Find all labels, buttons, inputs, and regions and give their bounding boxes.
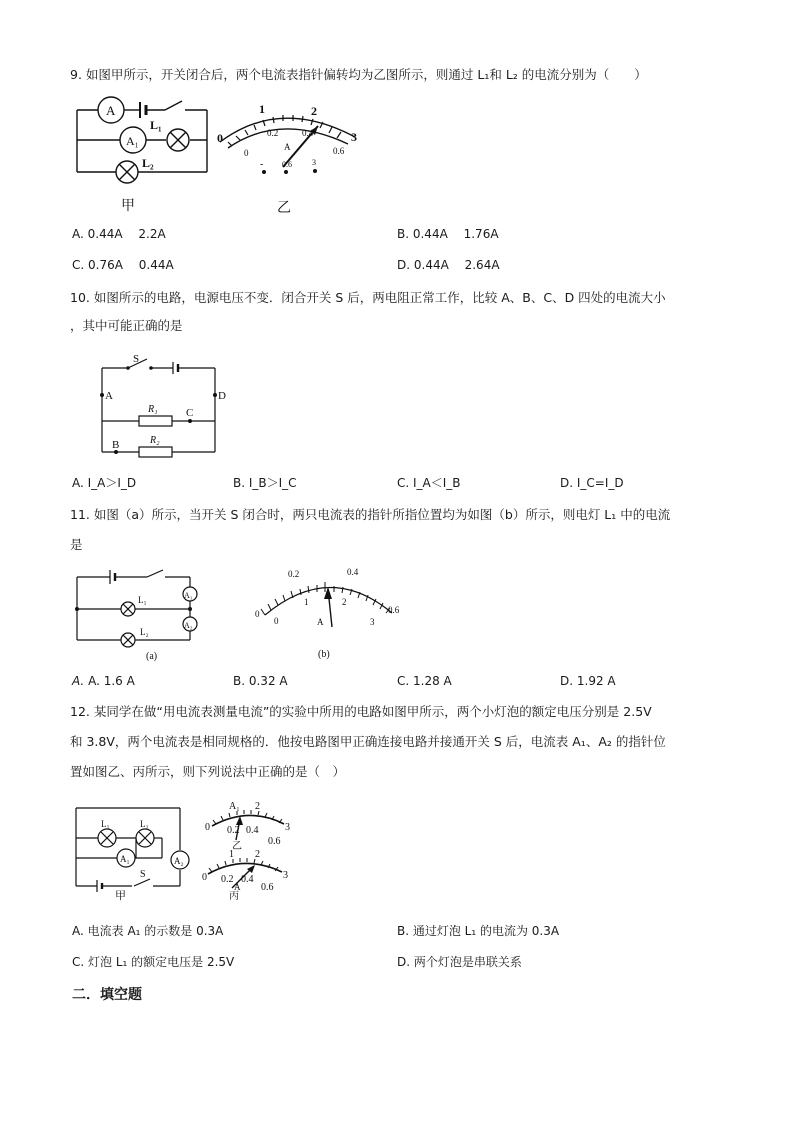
q11-figure-a-label: (a) <box>146 651 158 662</box>
q9-stem: 9. 如图甲所示，开关闭合后，两个电流表指针偏转均为乙图所示，则通过 L₁和 L₂ 的电流分别为（ ） <box>70 67 647 82</box>
q12-lamp-l2-label: L₂ <box>140 819 149 829</box>
q12-yi-scale-02: 0.2 <box>227 825 240 836</box>
q12-bing-unit-a: A <box>234 882 241 892</box>
q11-lamp-l2-label: L₂ <box>140 627 149 637</box>
section-title-fill-in: 二．填空题 <box>72 987 142 1003</box>
q10-figure <box>95 350 235 462</box>
q12-ammeter-a2-label: A₂ <box>174 856 184 866</box>
q12-bing-scale-06: 0.6 <box>261 882 274 893</box>
q11-option-a[interactable]: A. A. 1.6 A <box>72 674 135 688</box>
q12-stem-line1: 12. 某同学在做“用电流表测量电流”的实验中所用的电路如图甲所示，两个小灯泡的额定电压分别是 2.5V <box>70 704 652 719</box>
q11-option-d[interactable]: D. 1.92 A <box>560 674 616 688</box>
q9-figure <box>70 92 370 222</box>
q11-figure <box>72 565 412 665</box>
q10-resistor-r2-label: R₂ <box>150 435 160 446</box>
q11-meter-bottom-2: 2 <box>342 597 347 607</box>
q12-yi-scale-04: 0.4 <box>246 825 259 836</box>
q11-stem-line1: 11. 如图（a）所示，当开关 S 闭合时，两只电流表的指针所指位置均为如图（b）所示，则电灯 L₁ 中的电流 <box>70 507 671 522</box>
q10-option-c[interactable]: C. I_A＜I_B <box>397 476 461 490</box>
q9-meter-terminal-3: 3 <box>312 158 316 167</box>
q9-figure-jia-label: 甲 <box>121 199 135 214</box>
q11-ammeter-a2-label: A₂ <box>184 621 193 630</box>
q11-meter-top-02: 0.2 <box>288 569 300 579</box>
q11-meter-bottom-3: 3 <box>370 617 375 627</box>
q10-point-c-label: C <box>186 407 194 419</box>
q11-option-a-text: A. 1.6 A <box>88 674 135 688</box>
q11-meter-unit-a: A <box>317 617 324 627</box>
q12-yi-scale-06: 0.6 <box>268 836 281 847</box>
q9-ammeter-a-label: A <box>106 103 116 118</box>
q10-point-b-label: B <box>112 439 120 451</box>
q12-yi-scale-2: 2 <box>255 801 260 812</box>
q12-lamp-l1-label: L₁ <box>101 819 110 829</box>
q11-stem-line2: 是 <box>70 537 83 552</box>
q10-point-a-label: A <box>105 390 113 402</box>
q9-meter-terminal-06: 0.6 <box>282 160 292 169</box>
q12-ammeter-a1-label: A₁ <box>120 854 130 864</box>
q9-ammeter-a1-label: A₁ <box>126 134 139 148</box>
q11-option-c[interactable]: C. 1.28 A <box>397 674 452 688</box>
q11-meter-top-04: 0.4 <box>347 567 359 577</box>
q11-figure-b-label: (b) <box>318 649 330 660</box>
q9-meter-top-2: 2 <box>311 104 317 118</box>
q9-lamp-l1-label: L₁ <box>150 118 162 132</box>
q9-option-b[interactable]: B. 0.44A 1.76A <box>397 227 499 241</box>
q11-meter-bottom-1: 1 <box>304 597 309 607</box>
q12-yi-top-1: A₁ <box>229 801 240 812</box>
q10-option-d[interactable]: D. I_C=I_D <box>560 476 624 490</box>
q10-option-a[interactable]: A. I_A＞I_D <box>72 476 137 490</box>
q11-meter-top-06: 0.6 <box>388 605 400 615</box>
q10-stem-line2: ，其中可能正确的是 <box>70 318 183 333</box>
q10-switch-s-label: S <box>133 353 140 365</box>
q9-meter-terminal-minus: - <box>260 159 264 170</box>
q10-option-b[interactable]: B. I_B＞I_C <box>233 476 297 490</box>
q9-option-d[interactable]: D. 0.44A 2.64A <box>397 258 500 272</box>
q9-lamp-l2-label: L₂ <box>142 156 154 170</box>
q12-figure-jia-label: 甲 <box>115 890 126 902</box>
q12-bing-scale-0: 0 <box>202 872 207 883</box>
q12-option-c[interactable]: C. 灯泡 L₁ 的额定电压是 2.5V <box>72 955 235 969</box>
q12-option-b[interactable]: B. 通过灯泡 L₁ 的电流为 0.3A <box>397 924 560 938</box>
q9-meter-top-0: 0 <box>217 131 223 145</box>
q12-stem-line2: 和 3.8V，两个电流表是相同规格的．他按电路图甲正确连接电路并接通开关 S 后，电流表 A₁、A₂ 的指针位 <box>70 734 666 749</box>
q9-figure-yi-label: 乙 <box>277 201 291 216</box>
q11-option-b[interactable]: B. 0.32 A <box>233 674 288 688</box>
q11-meter-bottom-0: 0 <box>274 616 279 626</box>
q11-ammeter-a1-label: A₁ <box>184 591 193 600</box>
q12-switch-s-label: S <box>140 869 146 880</box>
q12-option-a[interactable]: A. 电流表 A₁ 的示数是 0.3A <box>72 924 224 938</box>
q12-bing-scale-3: 3 <box>283 870 288 881</box>
q9-option-c[interactable]: C. 0.76A 0.44A <box>72 258 174 272</box>
q12-figure-bing-label: 丙 <box>229 891 239 902</box>
q9-meter-bottom-04: 0.4 <box>302 128 314 138</box>
q9-meter-top-3: 3 <box>351 130 357 144</box>
q12-stem-line3: 置如图乙、丙所示，则下列说法中正确的是（ ） <box>70 764 346 779</box>
q9-meter-unit-a: A <box>284 142 291 152</box>
q12-figure <box>72 800 302 902</box>
q12-bing-scale-1: 1 <box>229 849 234 860</box>
q10-point-d-label: D <box>218 390 226 402</box>
q9-meter-bottom-0: 0 <box>244 148 249 158</box>
q9-meter-bottom-06: 0.6 <box>333 146 345 156</box>
q12-yi-bottom-0: 0 <box>205 822 210 833</box>
q10-stem-line1: 10. 如图所示的电路，电源电压不变．闭合开关 S 后，两电阻正常工作，比较 A、B、C、D 四处的电流大小 <box>70 290 666 305</box>
q12-bing-scale-02: 0.2 <box>221 874 234 885</box>
q9-meter-top-1: 1 <box>259 102 265 116</box>
q12-yi-top-3: 3 <box>285 822 290 833</box>
q12-bing-scale-2: 2 <box>255 849 260 860</box>
q11-meter-top-0: 0 <box>255 609 260 619</box>
q11-lamp-l1-label: L₁ <box>138 595 147 605</box>
q10-resistor-r1-label: R₁ <box>148 404 158 415</box>
q12-option-d[interactable]: D. 两个灯泡是串联关系 <box>397 955 522 969</box>
q9-option-a[interactable]: A. 0.44A 2.2A <box>72 227 166 241</box>
q12-bing-scale-04: 0.4 <box>241 874 254 885</box>
q9-meter-bottom-02: 0.2 <box>267 128 279 138</box>
q12-figure-yi-label: 乙 <box>232 841 242 852</box>
